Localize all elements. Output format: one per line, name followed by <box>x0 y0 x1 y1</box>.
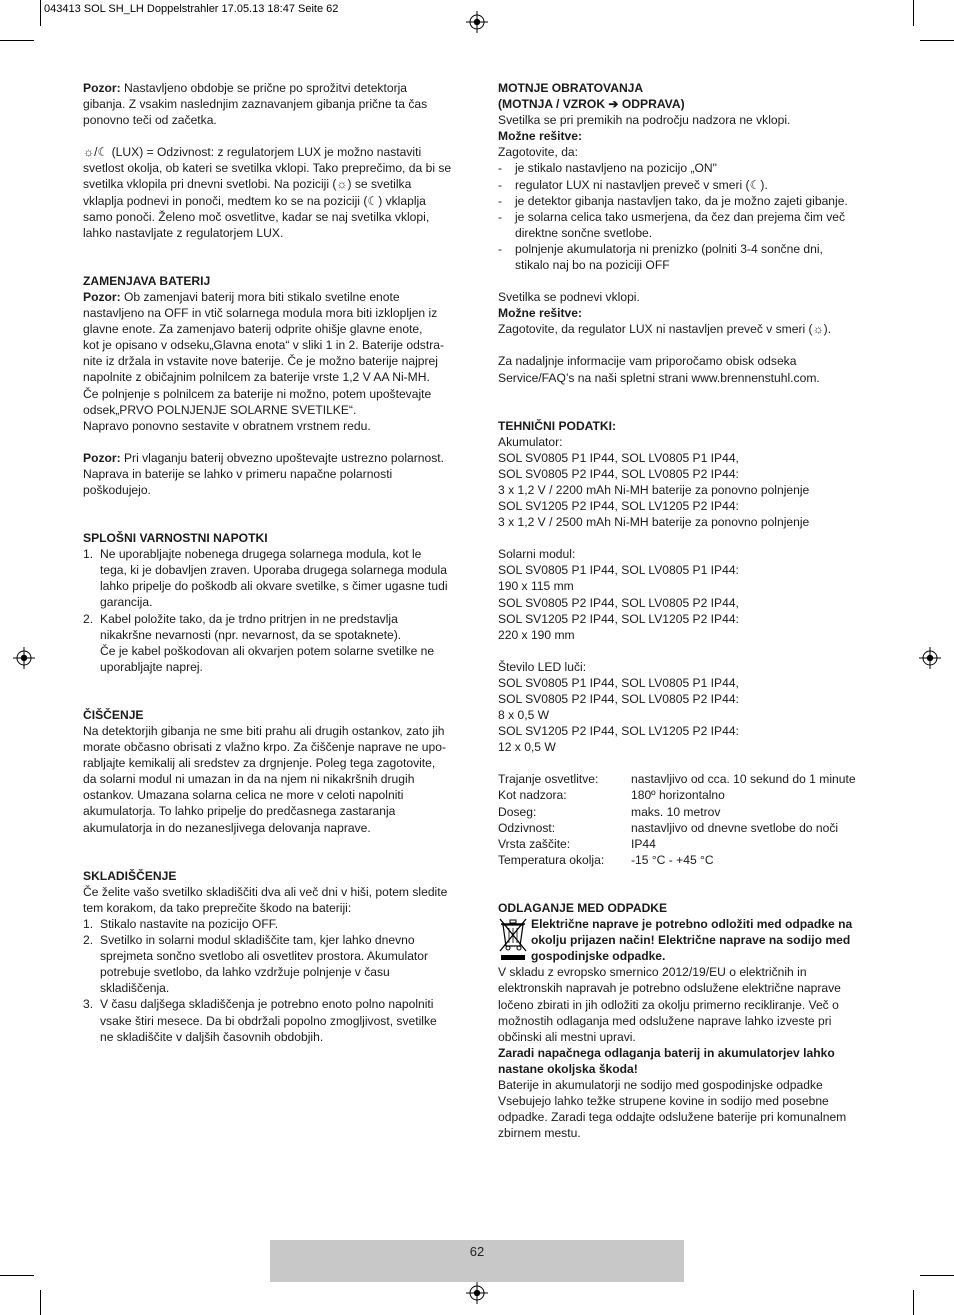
page-footer-bar <box>270 1240 684 1282</box>
spec-row: Trajanje osvetlitve: nastavljivo od cca. 10 sekund do 1 minute <box>498 772 856 787</box>
cleaning-heading: ČIŠČENJE <box>83 707 144 722</box>
spec-row: Temperatura okolja: -15 °C - +45 °C <box>498 852 714 867</box>
list-item: - regulator LUX ni nastavljen preveč v smeri (☾). <box>498 177 768 192</box>
spec-row: Vrsta zaščite: IP44 <box>498 836 656 851</box>
list-item: - polnjenje akumulatorja ni prenizko (polniti 3-4 sončne dni, stikalo naj bo na poziciji OFF <box>498 241 823 273</box>
technical-data-heading: TEHNIČNI PODATKI: <box>498 418 617 433</box>
print-slug-header: 043413 SOL SH_LH Doppelstrahler 17.05.13 18:47 Seite 62 <box>44 3 339 15</box>
list-item: 3. V času daljšega skladiščenja je potrebno enoto polno napolniti vsake štiri mesece. Da bi obdržali popolno zmogljivost, svetilke ne skladiščite v daljših časovnih obdobjih. <box>83 997 437 1044</box>
disposal-heading: ODLAGANJE MED ODPADKE <box>498 900 668 915</box>
spec-row: Doseg: maks. 10 metrov <box>498 804 721 819</box>
page-number: 62 <box>469 1244 485 1259</box>
list-item: - je stikalo nastavljeno na pozicijo „ON" <box>498 161 717 176</box>
weee-notice: Električne naprave je potrebno odložiti med odpadke na okolju prijazen način! Električne naprave na sodijo med gospodinjske odpadke. <box>498 916 868 964</box>
crop-mark <box>40 1290 41 1315</box>
troubleshooting-heading: MOTNJE OBRATOVANJA <box>498 81 644 95</box>
list-item: 1. Stikalo nastavite na pozicijo OFF. <box>83 916 279 931</box>
left-column: Pozor: Nastavljeno obdobje se prične po sprožitvi detektorja gibanja. Z vsakim naslednjim zaznavanjem gibanja prične ta čas ponovno teči od začetka. ☼/☾ (LUX) = Odzivnost: z regulatorjem LUX je možno nastaviti svetlost okolja, ob kateri se svetilka vklopi. Tako preprečimo, da bi se svetilka vklopila pri dnevni svetlobi. Na poziciji (☼) se svetilka vklaplja podnevi in ponoči, medtem ko se na poziciji (☾) vklaplja samo ponoči. Želeno moč osvetlitve, kadar se naj svetilka vklopi, lahko nastavljate z regulatorjem LUX. ZAMENJAVA BATERIJ Pozor: Ob zamenjavi baterij mora biti stikalo svetilne enote nastavljeno na OFF in vtič solarnega modula mora biti izklopljen iz glavne enote. Za zamenjavo baterij odprite ohišje glavne enote, kot je opisano v odseku„Glavna enota“ v sliki 1 in 2. Baterije odstra- nite iz držala in vstavite nove baterije. Če je možno baterije najprej napolnite z običajnim polnilcem za baterije vrste 1,2 V AA Ni-MH. Če polnjenje s polnilcem za baterije ni možno, potem upoštevajte odsek„PRVO POLNJENJE SOLARNE SVETILKE“. Napravo ponovno sestavite v obratnem vrstnem redu. Pozor: Pri vlaganju baterij obvezno upoštevajte ustrezno polarnost. Naprava in baterije se lahko v primeru napačne polarnosti poškodujejo. SPLOŠNI VARNOSTNI NAPOTKI 1. Ne uporabljajte nobenega drugega solarnega modula, kot le tega, ki je dobavljen zraven. Uporaba drugega solarnega modula lahko pripelje do poškodb ali okvare svetilke, s čimer ugasne tudi garancija. 2. Kabel položite tako, da je trdno pritrjen in ne predstavlja nikakršne nevarnosti (npr. nevarnost, da se spotaknete). Če je kabel poškodovan ali okvarjen potem solarne svetilke ne uporabljajte naprej. ČIŠČENJE Na detektorjih gibanja ne sme biti prahu ali drugih ostankov, zato jih morate občasno obrisati z vlažno krpo. Za čiščenje naprave ne upo- rabljajte kemikalij ali sredstev za drgnjenje. Poleg tega zagotovite, da solarni modul ni umazan in da na njem ni nikakršnih drugih ostankov. Umazana solarna celica ne more v celoti napolniti akumulatorja. To lahko pripelje do predčasnega zastaranja akumulatorja in do nezanesljivega delovanja naprave. SKLADIŠČENJE Če želite vašo svetilko skladiščiti dva ali več dni v hiši, potem sledite tem korakom, da tako preprečite škodo na bateriji: 1. Stikalo nastavite na pozicijo OFF. 2. Svetilko in solarni modul skladiščite tam, kjer lahko dnevno sprejmeta sončno svetlobo ali osvetlitev prostora. Akumulator potrebuje svetlobo, da lahko vzdržuje polnjenje v času skladiščenja. 3. V času daljšega skladiščenja je potrebno enoto polno napolniti vsake štiri mesece. Da bi obdržali popolno zmogljivost, svetilke ne skladiščite v daljših časovnih obdobjih. <box>83 80 463 1045</box>
polarity-note: Pozor: Pri vlaganju baterij obvezno upoštevajte ustrezno polarnost. <box>83 450 444 465</box>
motion-note: Pozor: Nastavljeno obdobje se prične po sprožitvi detektorja <box>83 81 408 95</box>
crop-mark <box>0 1275 34 1276</box>
battery-replacement-heading: ZAMENJAVA BATERIJ <box>83 273 211 288</box>
spec-row: Odzivnost: nastavljivo od dnevne svetlobe do noči <box>498 820 839 835</box>
lux-paragraph-line: ☼/☾ (LUX) = Odzivnost: z regulatorjem LUX je možno nastaviti <box>83 145 422 160</box>
crop-mark <box>40 0 41 26</box>
crop-mark <box>913 1290 914 1315</box>
crossed-out-wheelie-bin-icon <box>498 916 531 964</box>
right-column: MOTNJE OBRATOVANJA (MOTNJA / VZROK ➔ ODPRAVA) Svetilka se pri premikih na področju nadzora ne vklopi. Možne rešitve: Zagotovite, da: - je stikalo nastavljeno na pozicijo „ON" - regulator LUX ni nastavljen preveč v smeri (☾). - je detektor gibanja nastavljen tako, da je možno zajeti gibanje. - je solarna celica tako usmerjena, da čez dan prejema čim več direktne sončne svetlobe. - polnjenje akumulatorja ni prenizko (polniti 3-4 sončne dni, stikalo naj bo na poziciji OFF Svetilka se podnevi vklopi. Možne rešitve: Zagotovite, da regulator LUX ni nastavljen preveč v smeri (☼). Za nadaljnje informacije vam priporočamo obisk odseka Service/FAQ’s na naši spletni strani www.brennenstuhl.com. TEHNIČNI PODATKI: Akumulator: SOL SV0805 P1 IP44, SOL LV0805 P1 IP44, SOL SV0805 P2 IP44, SOL LV0805 P2 IP44: 3 x 1,2 V / 2200 mAh Ni-MH baterije za ponovno polnjenje SOL SV1205 P2 IP44, SOL LV1205 P2 IP44: 3 x 1,2 V / 2500 mAh Ni-MH baterije za ponovno polnjenje Solarni modul: SOL SV0805 P1 IP44, SOL LV0805 P1 IP44: 190 x 115 mm SOL SV0805 P2 IP44, SOL LV0805 P2 IP44, SOL SV1205 P2 IP44, SOL LV1205 P2 IP44: 220 x 190 mm Število LED luči: SOL SV0805 P1 IP44, SOL LV0805 P1 IP44, SOL SV0805 P2 IP44, SOL LV0805 P2 IP44: 8 x 0,5 W SOL SV1205 P2 IP44, SOL LV1205 P2 IP44: 12 x 0,5 W Trajanje osvetlitve: nastavljivo od cca. 10 sekund do 1 minute Kot nadzora: 180º horizontalno Doseg: maks. 10 metrov Odzivnost: nastavljivo od dnevne svetlobe do noči Vrsta zaščite: IP44 Temperatura okolja: -15 °C - +45 °C ODLAGANJE MED ODPADKE Električne naprave je potrebno odložiti med odpadke na okolju prijazen način! Električne naprave na sodijo med gospodinjske odpadke. V skladu z evropsko smernico 2012/19/EU o električnih in elektronskih napravah je potrebno odslužene električne naprave ločeno zbirati in jih odložiti za okolju primerno recikliranje. Več o možnostih odlaganja med odslužene naprave lahko izveste pri občinski ali mestni upravi. Zaradi napačnega odlaganja baterij in akumulatorjev lahko nastane okoljska škoda! Baterije in akumulatorji ne sodijo med gospodinjske odpadke Vsebujejo lahko težke strupene kovine in sodijo med posebne odpadke. Zaradi tega oddajte odslužene baterije pri komunalnem zbirnem mestu. <box>498 80 868 1141</box>
crop-mark <box>913 0 914 26</box>
registration-mark-icon <box>466 1282 488 1304</box>
storage-heading: SKLADIŠČENJE <box>83 868 177 883</box>
registration-mark-icon <box>919 647 941 669</box>
list-item: 2. Kabel položite tako, da je trdno pritrjen in ne predstavlja nikakršne nevarnosti (npr. nevarnost, da se spotaknete). Če je kabel poškodovan ali okvarjen potem solarne svetilke ne uporabljajte naprej. <box>83 611 435 674</box>
list-item: 2. Svetilko in solarni modul skladiščite tam, kjer lahko dnevno sprejmeta sončno svetlobo ali osvetlitev prostora. Akumulator potrebuje svetlobo, da lahko vzdržuje polnjenje v času skladiščenja. <box>83 933 429 996</box>
registration-mark-icon <box>13 647 35 669</box>
troubleshooting-subheading: (MOTNJA / VZROK ➔ ODPRAVA) <box>498 97 685 112</box>
crop-mark <box>0 40 34 41</box>
crop-mark <box>920 1275 954 1276</box>
crop-mark <box>920 40 954 41</box>
safety-heading: SPLOŠNI VARNOSTNI NAPOTKI <box>83 531 268 546</box>
list-item: - je detektor gibanja nastavljen tako, da je možno zajeti gibanje. <box>498 193 848 208</box>
spec-row: Kot nadzora: 180º horizontalno <box>498 788 725 803</box>
list-item: 1. Ne uporabljajte nobenega drugega solarnega modula, kot le tega, ki je dobavljen zraven. Uporaba drugega solarnega modula lahko pripelje do poškodb ali okvare svetilke, s čimer ugasne tudi garancija. <box>83 547 448 610</box>
registration-mark-icon <box>466 11 488 33</box>
list-item: - je solarna celica tako usmerjena, da čez dan prejema čim več direktne sončne svetlobe. <box>498 209 846 240</box>
